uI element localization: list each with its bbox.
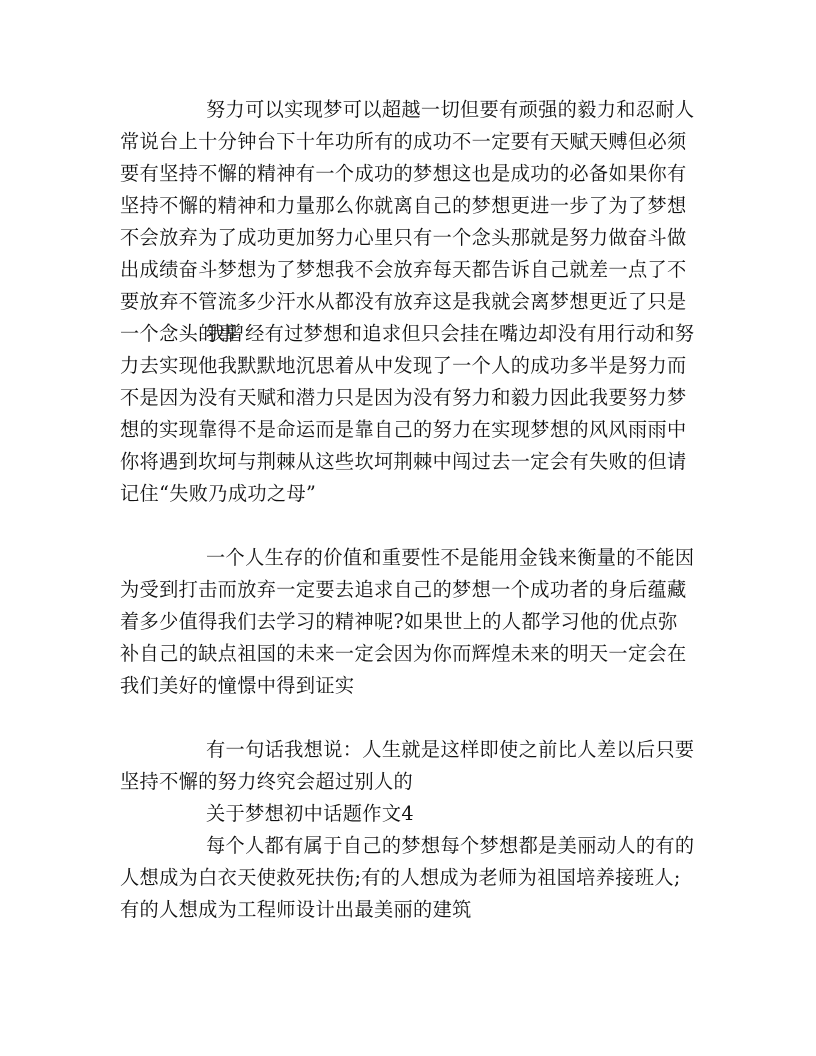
- paragraph-life-value: 一个人生存的价值和重要性不是能用金钱来衡量的不能因为受到打击而放弃一定要去追求自己的梦想一个成功者的身后蕴藏着多少值得我们去学习的精神呢?如果世上的人都学习他的优点弥补自己的缺点祖国的未来一定会因为你而辉煌未来的明天一定会在我们美好的憧憬中得到证实: [120, 546, 695, 697]
- paragraph-quote: 有一句话我想说：人生就是这样即使之前比人差以后只要坚持不懈的努力终究会超过别人的: [120, 738, 695, 793]
- essay-heading: 关于梦想初中话题作文4: [206, 802, 414, 825]
- paragraph-dream-effort: 努力可以实现梦可以超越一切但要有顽强的毅力和忍耐人常说台上十分钟台下十年功所有的成功不一定要有天赋天赙但必须要有坚持不懈的精神有一个成功的梦想这也是成功的必备如果你有坚持不懈的精神和力量那么你就离自己的梦想更进一步了为了梦想不会放弃为了成功更加努力心里只有一个念头那就是努力做奋斗做出成绩奋斗梦想为了梦想我不会放弃每天都告诉自己就差一点了不要放弃不管流多少汗水从都没有放弃这是我就会离梦想更近了只是一个念头的事: [120, 98, 695, 345]
- paragraph-dream-pursuit: 我曾经有过梦想和追求但只会挂在嘴边却没有用行动和努力去实现他我默默地沉思着从中发现了一个人的成功多半是努力而不是因为没有天赋和潜力只是因为没有努力和毅力因此我要努力梦想的实现靠得不是命运而是靠自己的努力在实现梦想的风风雨雨中你将遇到坎坷与荆棘从这些坎坷荆棘中闯过去一定会有失败的但请记住“失败乃成功之母”: [120, 322, 695, 505]
- paragraph-everyone-dreams: 每个人都有属于自己的梦想每个梦想都是美丽动人的有的人想成为白衣天使救死扶伤;有的人想成为老师为祖国培养接班人;有的人想成为工程师设计出最美丽的建筑: [120, 834, 695, 921]
